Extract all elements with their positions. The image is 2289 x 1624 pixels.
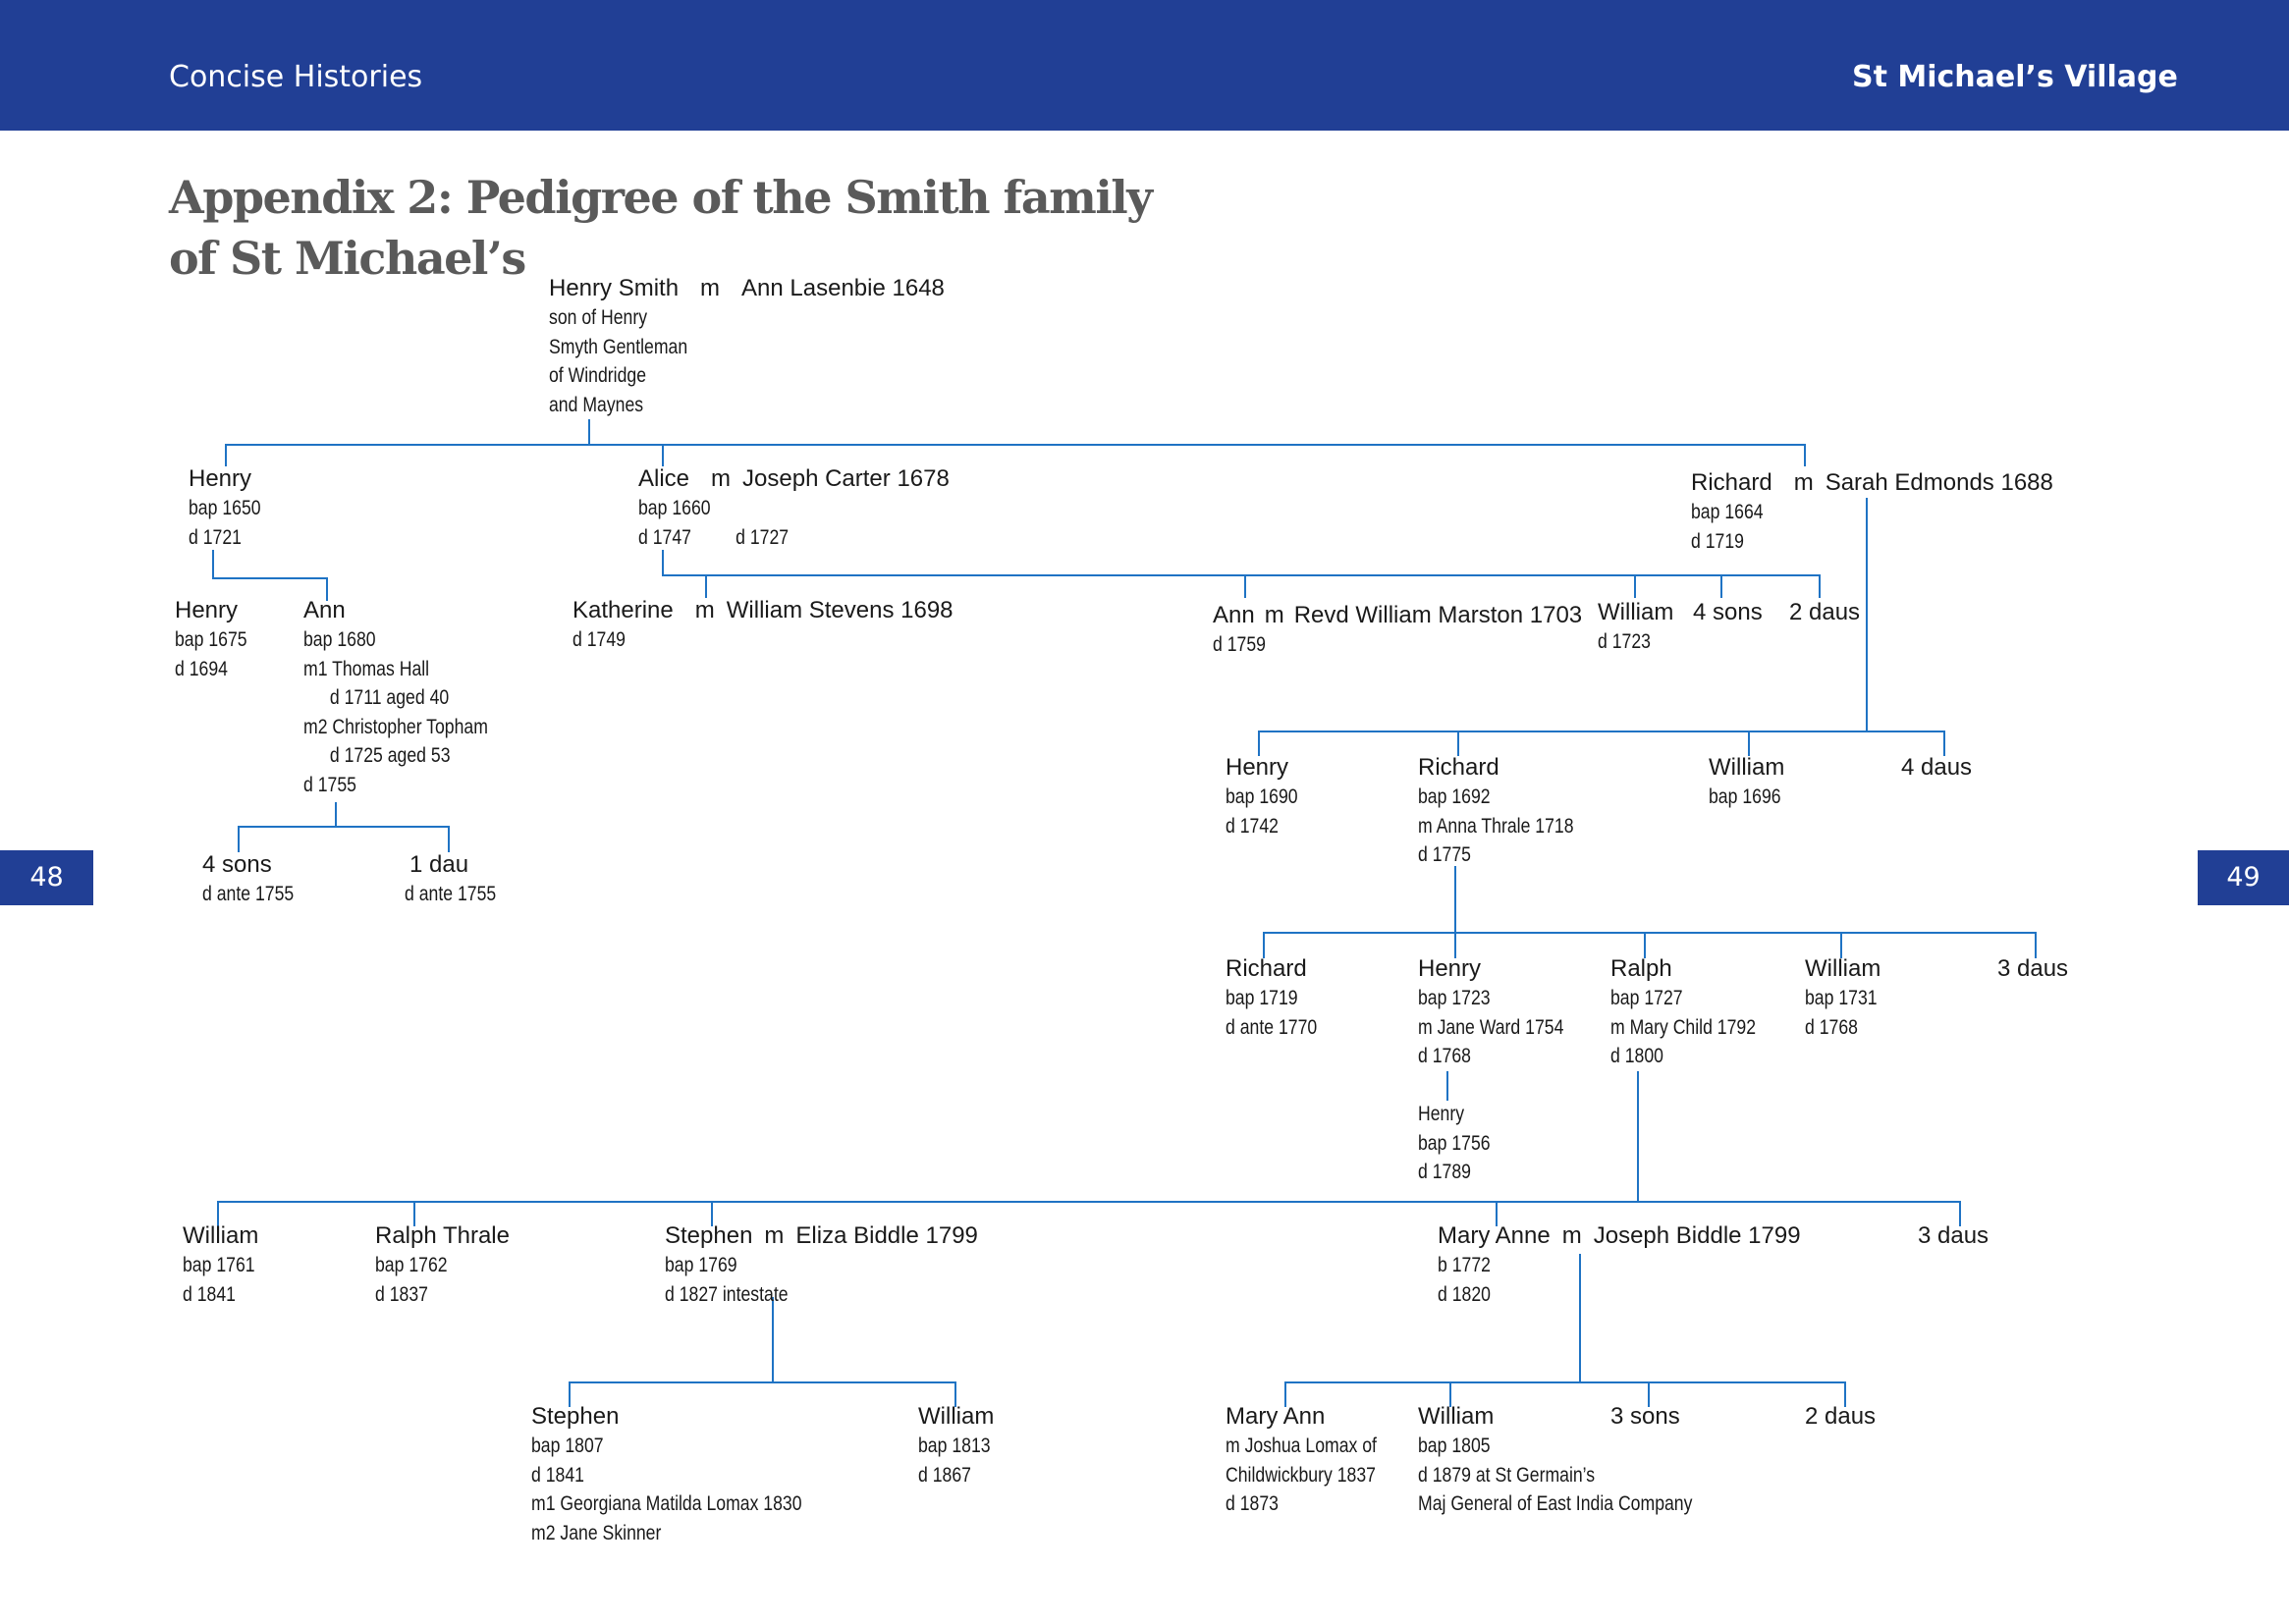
person-name: Henry Smith: [549, 275, 680, 301]
person-henry-1690: [1226, 753, 1312, 840]
person-ann-1680: [303, 596, 523, 799]
person-detail: d 1742: [1226, 814, 1279, 838]
person-detail: d 1879 at St Germain’s: [1418, 1463, 1596, 1487]
person-detail: bap 1813: [918, 1435, 991, 1457]
person-william-1805: [1418, 1402, 1745, 1519]
marriage-marker: m: [764, 1222, 785, 1249]
person-detail: bap 1756: [1418, 1131, 1491, 1155]
person-detail: d ante 1755: [202, 883, 295, 905]
person-name: 3 sons: [1610, 1403, 1680, 1430]
person-3-daus-b: [1918, 1221, 1989, 1251]
person-detail: son of Henry: [549, 306, 648, 329]
person-detail: bap 1719: [1226, 987, 1298, 1009]
person-detail: d 1725 aged 53: [329, 744, 451, 767]
person-name: Mary Ann: [1226, 1403, 1326, 1430]
person-detail: of Windridge: [549, 364, 647, 387]
person-detail: m2 Jane Skinner: [531, 1521, 662, 1544]
person-henry-1650: [189, 464, 275, 552]
person-detail: bap 1769: [665, 1254, 737, 1276]
spouse-name: Eliza Biddle 1799: [795, 1222, 978, 1249]
person-name: Henry: [189, 465, 252, 492]
person-detail: d 1719: [1691, 529, 1744, 553]
person-henry-1675: [175, 596, 261, 683]
person-detail: d 1721: [189, 525, 242, 549]
person-henry-smith: [549, 274, 945, 419]
page-title-line-1: Appendix 2: Pedigree of the Smith family: [169, 171, 1152, 224]
person-william-1761: [183, 1221, 269, 1309]
person-2-daus-b: [1805, 1402, 1876, 1432]
marriage-marker: m: [700, 275, 721, 301]
person-ralph-thrale: [375, 1221, 510, 1309]
person-detail: bap 1761: [183, 1254, 255, 1276]
person-name: Henry: [1226, 754, 1289, 781]
person-detail: d 1723: [1598, 630, 1651, 653]
spouse-name: Joseph Biddle 1799: [1593, 1222, 1801, 1249]
person-richard-1692: [1418, 753, 1604, 870]
person-william-1731: [1805, 954, 1891, 1042]
marriage-marker: m: [1793, 469, 1814, 496]
person-name: Ann: [303, 597, 346, 623]
person-detail: d 1755: [303, 773, 356, 796]
person-detail: d 1841: [531, 1463, 584, 1487]
spouse-name: Ann Lasenbie 1648: [741, 275, 945, 301]
person-name: Ralph Thrale: [375, 1222, 510, 1249]
book-title: Concise Histories: [169, 60, 423, 94]
person-detail: d 1867: [918, 1463, 971, 1487]
person-detail: bap 1675: [175, 628, 247, 651]
person-name: 4 sons: [202, 851, 272, 878]
person-detail: b 1772: [1438, 1254, 1491, 1276]
person-1-dau-1755: [405, 850, 514, 909]
person-detail: d ante 1755: [405, 883, 497, 905]
person-name: Richard: [1226, 955, 1307, 982]
person-detail: bap 1805: [1418, 1435, 1491, 1457]
person-detail: bap 1723: [1418, 987, 1491, 1009]
person-name: 4 sons: [1693, 599, 1763, 625]
marriage-marker: m: [1264, 602, 1284, 628]
person-detail: bap 1762: [375, 1254, 448, 1276]
person-detail: m Jane Ward 1754: [1418, 1015, 1564, 1039]
person-detail: d 1789: [1418, 1161, 1471, 1183]
person-detail: bap 1696: [1709, 785, 1781, 808]
person-alice: [638, 464, 950, 552]
person-richard-1719: [1226, 954, 1335, 1042]
person-name: Henry: [175, 597, 239, 623]
person-name: William: [1418, 1403, 1495, 1430]
person-detail: d 1837: [375, 1282, 428, 1306]
person-detail: m1 Thomas Hall: [303, 657, 430, 680]
person-detail: and Maynes: [549, 393, 644, 416]
person-name: William: [183, 1222, 259, 1249]
chapter-title: St Michael’s Village: [1852, 60, 2178, 94]
person-detail: m1 Georgiana Matilda Lomax 1830: [531, 1492, 802, 1515]
person-detail: bap 1727: [1610, 987, 1683, 1009]
person-name: 2 daus: [1789, 599, 1861, 625]
person-ann-marston: [1213, 601, 1582, 660]
person-detail: d 1711 aged 40: [329, 686, 450, 709]
person-name: Henry: [1418, 955, 1482, 982]
person-detail: bap 1650: [189, 497, 261, 519]
person-detail: m Joshua Lomax of: [1226, 1435, 1377, 1457]
person-detail: d 1768: [1805, 1015, 1858, 1039]
person-name: Stephen: [531, 1403, 620, 1430]
person-4-daus: [1901, 753, 1972, 783]
person-detail: d 1768: [1418, 1045, 1471, 1067]
person-mary-ann: [1226, 1402, 1405, 1519]
person-name: Ralph: [1610, 955, 1672, 982]
person-detail: bap 1807: [531, 1435, 604, 1457]
person-detail: bap 1731: [1805, 987, 1878, 1009]
person-detail: bap 1690: [1226, 785, 1298, 808]
marriage-marker: m: [1561, 1222, 1582, 1249]
person-detail: d 1694: [175, 657, 228, 680]
person-henry-1756: [1418, 1100, 1504, 1187]
person-name: 4 daus: [1901, 754, 1973, 781]
person-detail: d 1749: [572, 628, 626, 651]
page-number-right: 49: [2198, 850, 2289, 905]
person-detail: d 1775: [1418, 843, 1471, 866]
person-detail: d 1827 intestate: [665, 1282, 789, 1306]
person-name: Richard: [1691, 469, 1772, 496]
person-detail: bap 1660: [638, 497, 711, 519]
person-4-sons-1755: [202, 850, 311, 909]
person-3-daus: [1997, 954, 2068, 984]
person-mary-anne: [1438, 1221, 1801, 1309]
person-katherine: [572, 596, 954, 655]
person-richard-1664: [1691, 468, 2053, 556]
person-name: Katherine: [572, 597, 674, 623]
person-detail: m Anna Thrale 1718: [1418, 814, 1574, 838]
person-4-sons: [1693, 598, 1763, 627]
person-stephen-1807: [531, 1402, 853, 1547]
person-detail: d 1800: [1610, 1045, 1663, 1067]
person-detail: Childwickbury 1837: [1226, 1463, 1376, 1487]
marriage-marker: m: [711, 465, 732, 492]
person-detail: d 1873: [1226, 1492, 1279, 1515]
person-3-sons: [1610, 1402, 1680, 1432]
person-name: Alice: [638, 465, 690, 492]
person-william-1696: [1709, 753, 1795, 812]
person-detail: d 1820: [1438, 1282, 1491, 1306]
marriage-marker: m: [694, 597, 715, 623]
person-detail: bap 1692: [1418, 785, 1491, 808]
person-detail: m Mary Child 1792: [1610, 1015, 1757, 1039]
spouse-name: William Stevens 1698: [726, 597, 954, 623]
person-ralph-1727: [1610, 954, 1783, 1071]
person-name: Richard: [1418, 754, 1499, 781]
spouse-name: Sarah Edmonds 1688: [1825, 469, 2053, 496]
person-detail: d 1759: [1213, 633, 1266, 656]
spouse-name: Revd William Marston 1703: [1293, 602, 1583, 628]
person-name: Ann: [1213, 602, 1255, 628]
person-name: William: [1709, 754, 1785, 781]
person-detail: d 1747: [638, 525, 691, 549]
spouse-detail: d 1727: [736, 525, 790, 549]
person-name: William: [1598, 599, 1674, 625]
page-title-line-2: of St Michael’s: [169, 232, 525, 285]
person-william-1813: [918, 1402, 1005, 1489]
person-name: Henry: [1418, 1103, 1465, 1125]
person-detail: bap 1664: [1691, 501, 1764, 523]
person-name: 2 daus: [1805, 1403, 1877, 1430]
person-detail: d ante 1770: [1226, 1015, 1318, 1039]
person-detail: Smyth Gentleman: [549, 335, 688, 358]
person-name: Stephen: [665, 1222, 753, 1249]
person-detail: m2 Christopher Topham: [303, 715, 488, 738]
spouse-name: Joseph Carter 1678: [742, 465, 950, 492]
person-2-daus: [1789, 598, 1860, 627]
person-detail: d 1841: [183, 1282, 236, 1306]
person-william-1723: [1598, 598, 1673, 657]
person-name: William: [918, 1403, 995, 1430]
person-henry-1723: [1418, 954, 1592, 1071]
person-name: Mary Anne: [1438, 1222, 1551, 1249]
person-name: 3 daus: [1997, 955, 2069, 982]
person-stephen-1769: [665, 1221, 978, 1309]
page-number-left: 48: [0, 850, 93, 905]
person-detail: Maj General of East India Company: [1418, 1492, 1693, 1515]
person-name: William: [1805, 955, 1881, 982]
person-detail: bap 1680: [303, 628, 376, 651]
person-name: 3 daus: [1918, 1222, 1989, 1249]
person-name: 1 dau: [409, 851, 469, 878]
